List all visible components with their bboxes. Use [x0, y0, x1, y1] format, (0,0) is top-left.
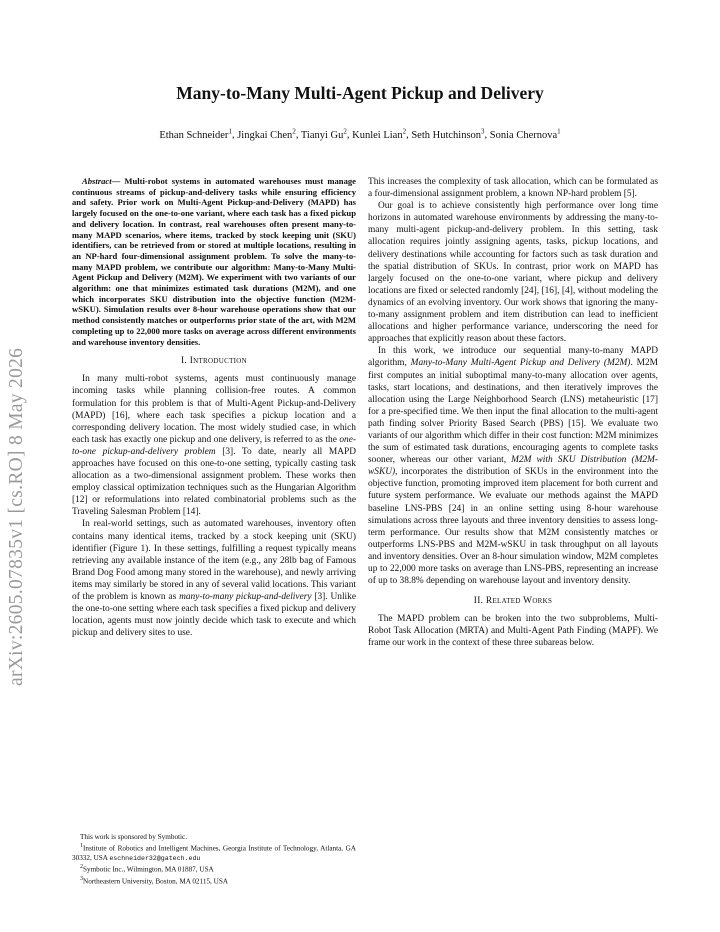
related-paragraph-1: The MAPD problem can be broken into the two subproblems, Multi-Robot Task Allocation (MRTA) and Multi-Agent Path Finding (MAPF). We frame our work in the context of these three subareas below. — [368, 614, 658, 649]
body-paragraph: Our goal is to achieve consistently high performance over long time horizons in automated warehouse environments by addressing the many-to-many multi-agent pickup-and-delivery problem. In this setting, task allocation requires jointly assigning agents, tasks, pickup locations, and delivery destinations while accounting for factors such as task duration and the spatial distribution of SKUs. In contrast, prior work on MAPD has largely focused on the one-to-one variant, where pickup and delivery locations are fixed or selected randomly [24], [16], [4], without modeling the dynamics of an evolving inventory. Our work shows that ignoring the many-to-many assignment problem and item distribution can lead to inefficient allocations and higher performance variance, underscoring the need for approaches that explicitly reason about these factors. — [368, 201, 658, 345]
author-email: eschneider32@gatech.edu — [109, 854, 201, 862]
abstract-label: Abstract — [82, 176, 112, 186]
section-heading-related-works: II. Related Works — [473, 596, 553, 607]
footnote-affiliation-2: $^2$Symbotic Inc., Wilmington, MA 01887, USA — [80, 864, 214, 874]
abstract — [72, 176, 356, 347]
paper-title: Many-to-Many Multi-Agent Pickup and Delivery — [176, 83, 544, 103]
author: Jingkai Chen$^2$ — [237, 127, 296, 141]
intro-paragraph-2: In real-world settings, such as automated warehouses, inventory often contains many identical items, tracked by a stock keeping unit (SKU) identifier (Figure 1). In these settings, fulfilling a request typically means retrieving any available instance of the item (e.g., any 28lb bag of Famous Brand Dog Food among many stored in the warehouse), and newly arriving items may similarly be stored in any of several valid locations. This variant of the problem is known as many-to-many pickup-and-delivery [3]. Unlike the one-to-one setting where each task specifies a fixed pickup and delivery location, agents must now jointly decide which task to execute and which pickup and delivery sites to use. — [72, 519, 357, 639]
body-paragraph: This increases the complexity of task allocation, which can be formulated as a four-dimensional assignment problem, a known NP-hard problem [5]. — [368, 177, 658, 200]
arxiv-identifier-stamp: arXiv:2605.07835v1 [cs.RO] 8 May 2026 — [6, 347, 27, 686]
intro-paragraph-1: In many multi-robot systems, agents must continuously manage incoming tasks while planning collision-free routes. A common formulation for this problem is that of Multi-Agent Pickup-and-Delivery (MAPD) [16], where each task specifies a pickup location and a corresponding delivery location. The most widely studied case, in which each task has exactly one pickup and one delivery, is referred to as the one-to-one pickup-and-delivery problem [3]. To date, nearly all MAPD approaches have focused on this one-to-one setting, typically casting task allocation as a two-dimensional assignment problem. These works then employ classical optimization techniques such as the Hungarian Algorithm [12] or reformulations into related combinatorial problems such as the Traveling Salesman Problem [14]. — [72, 374, 356, 518]
author: Kunlei Lian$^2$ — [352, 127, 407, 141]
footnote-affiliation-3: $^3$Northeastern University, Boston, MA 02115, USA — [80, 875, 229, 885]
body-paragraph: In this work, we introduce our sequential many-to-many MAPD algorithm, Many-to-Many Multi-Agent Pickup and Delivery (M2M). M2M first computes an initial suboptimal many-to-many allocation over agents, tasks, start locations, and destinations, and then iteratively improves the allocation using the Large Neighborhood Search (LNS) metaheuristic [17] for a pre-specified time. We then input the final allocation to the multi-agent path finding solver Priority Based Search (PBS) [15]. We evaluate two variants of our algorithm which differ in their cost function: M2M minimizes the sum of estimated task durations, encouraging agents to complete tasks sooner, whereas our other variant, M2M with SKU Distribution (M2M-wSKU), incorporates the distribution of SKUs in the environment into the objective function, promoting improved item placement for both current and future system performance. We evaluate our methods against the MAPD baseline LNS-PBS [24] in an online setting using 8-hour warehouse simulations across three layouts and three inventory densities to assess long-term performance. Our results show that M2M consistently matches or outperforms LNS-PBS and M2M-wSKU in task throughput on all layouts and inventory densities. Over an 8-hour simulation window, M2M completes up to 22,000 more tasks on average than LNS-PBS, representing an increase of up to 38.8% depending on warehouse layout and inventory density. — [368, 346, 659, 587]
right-column — [368, 176, 658, 650]
author: Ethan Schneider$^1$ — [159, 127, 232, 141]
abstract-text: — Multi-robot systems in automated warehouses must manage continuous streams of pickup-and-delivery tasks while ensuring efficiency and safety. Prior work on Multi-Agent Pickup-and-Delivery (MAPD) has largely focused on the one-to-one variant, where each task has a fixed pickup and delivery location. In contrast, real warehouses often present many-to-many MAPD scenarios, where items, tracked by stock keeping unit (SKU) identifiers, can be retrieved from or stored at multiple locations, resulting in an NP-hard four-dimensional assignment problem. To solve the many-to-many MAPD problem, we contribute our algorithm: Many-to-Many Multi-Agent Pickup and Delivery (M2M). We experiment with two variants of our algorithm: one that minimizes estimated task durations (M2M), and one which incorporates SKU distribution into the objective function (M2M-wSKU). Simulation results over 8-hour warehouse operations show that our method consistently matches or outperforms prior state of the art, with M2M completing up to 22,000 more tasks on average across different environments and warehouse inventory densities. — [72, 176, 356, 347]
footnote-affiliation-1: $^1$Institute of Robotics and Intelligent Machines, Georgia Institute of Technology, Atlanta, GA 30332, USA eschneider32@gatech.edu — [72, 843, 356, 862]
footnotes — [72, 833, 356, 886]
author: Sonia Chernova$^1$ — [489, 127, 561, 141]
section-heading-introduction: I. Introduction — [181, 356, 247, 367]
footnote-sponsor: This work is sponsored by Symbotic. — [80, 833, 188, 841]
author: Seth Hutchinson$^3$ — [411, 127, 485, 141]
left-column — [72, 176, 356, 639]
author: Tianyi Gu$^2$ — [300, 127, 347, 141]
author-list: Ethan Schneider$^1$, Jingkai Chen$^2$, Tianyi Gu$^2$, Kunlei Lian$^2$, Seth Hutchinson$^3$, Sonia Chernova$^1$ — [159, 127, 561, 141]
